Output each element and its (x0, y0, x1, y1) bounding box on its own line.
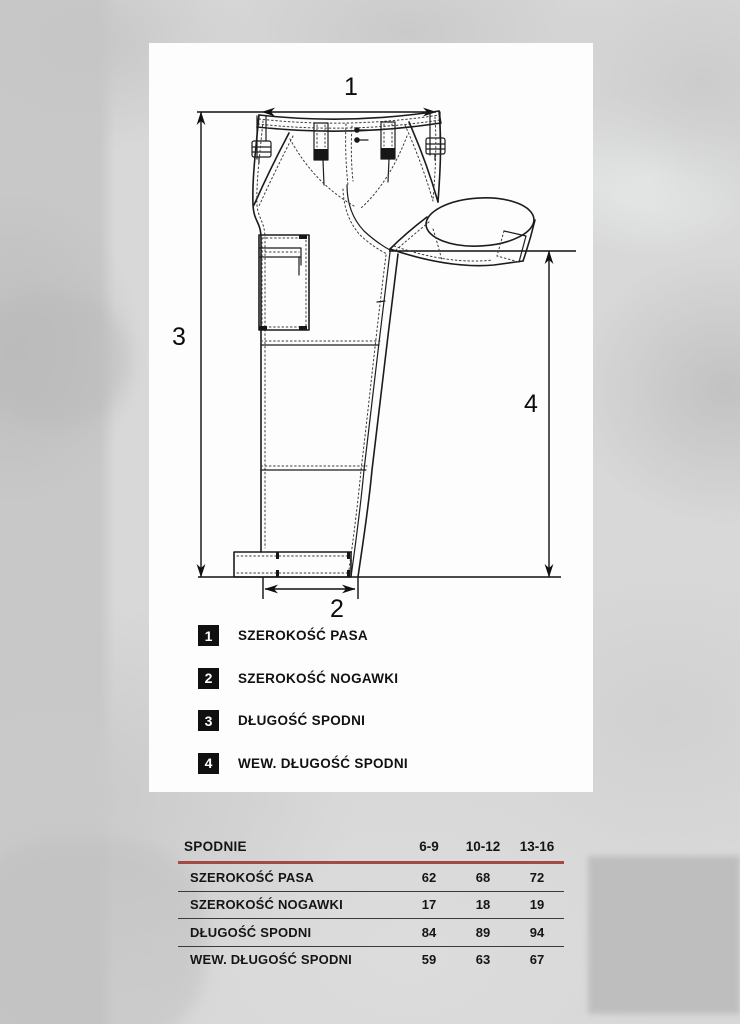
background-soldier-blob (0, 838, 206, 1024)
folded-leg (390, 195, 535, 265)
measurement-label: SZEROKOŚĆ PASA (190, 869, 314, 885)
waistband (257, 111, 441, 131)
size-value: 19 (529, 897, 545, 913)
dimension-label-3: 3 (172, 323, 186, 351)
size-column-header: 13-16 (519, 839, 555, 854)
dimension-label-2: 2 (330, 595, 344, 623)
waist-strap-right (426, 112, 445, 160)
size-value: 62 (421, 869, 437, 885)
size-value: 68 (475, 869, 491, 885)
front-pocket-left (254, 133, 354, 206)
knee-seams (261, 341, 380, 470)
measurement-label: SZEROKOŚĆ NOGAWKI (190, 897, 343, 913)
table-row (178, 864, 564, 892)
belt-loop-left (314, 123, 328, 185)
size-table-header (178, 832, 564, 861)
legend-item-3 (198, 710, 408, 731)
legend-number-badge: 3 (198, 710, 219, 731)
size-value: 18 (475, 897, 491, 913)
legend-number-badge: 1 (198, 625, 219, 646)
belt-loop-right (381, 122, 395, 182)
legend-number-badge: 2 (198, 668, 219, 689)
size-value: 72 (529, 869, 545, 885)
size-guide-panel (149, 43, 593, 792)
measurement-label: WEW. DŁUGOŚĆ SPODNI (190, 952, 352, 968)
size-column-header: 6-9 (419, 839, 439, 854)
legend-label: SZEROKOŚĆ PASA (238, 628, 368, 643)
table-row (178, 919, 564, 947)
size-value: 67 (529, 952, 545, 968)
leg-cuff (234, 552, 351, 577)
legend-item-1 (198, 625, 408, 646)
size-column-header: 10-12 (465, 839, 501, 854)
legend-item-4 (198, 753, 408, 774)
legend-label: SZEROKOŚĆ NOGAWKI (238, 670, 399, 686)
size-value: 84 (421, 924, 437, 940)
size-value: 17 (421, 897, 437, 913)
front-pocket-right (360, 122, 438, 209)
table-row (178, 892, 564, 920)
size-value: 63 (475, 952, 491, 968)
dimension-label-4: 4 (524, 390, 538, 418)
size-value: 94 (529, 924, 545, 940)
outer-seams (253, 111, 441, 552)
fly-front (343, 124, 390, 254)
measurement-label: DŁUGOŚĆ SPODNI (190, 924, 312, 940)
legend-item-2 (198, 668, 408, 689)
legend-label: DŁUGOŚĆ SPODNI (238, 713, 366, 728)
size-table (178, 832, 568, 973)
size-value: 59 (421, 952, 437, 968)
table-title: SPODNIE (184, 839, 247, 854)
dimension-label-1: 1 (344, 73, 358, 101)
inseam-lines (348, 252, 398, 577)
legend-number-badge: 4 (198, 753, 219, 774)
background-helmet-blob (0, 290, 130, 430)
background-dark-block (588, 856, 740, 1014)
size-value: 89 (475, 924, 491, 940)
measurement-legend (198, 625, 408, 774)
table-row (178, 947, 564, 974)
legend-label: WEW. DŁUGOŚĆ SPODNI (238, 755, 408, 771)
cargo-pocket (259, 235, 309, 330)
